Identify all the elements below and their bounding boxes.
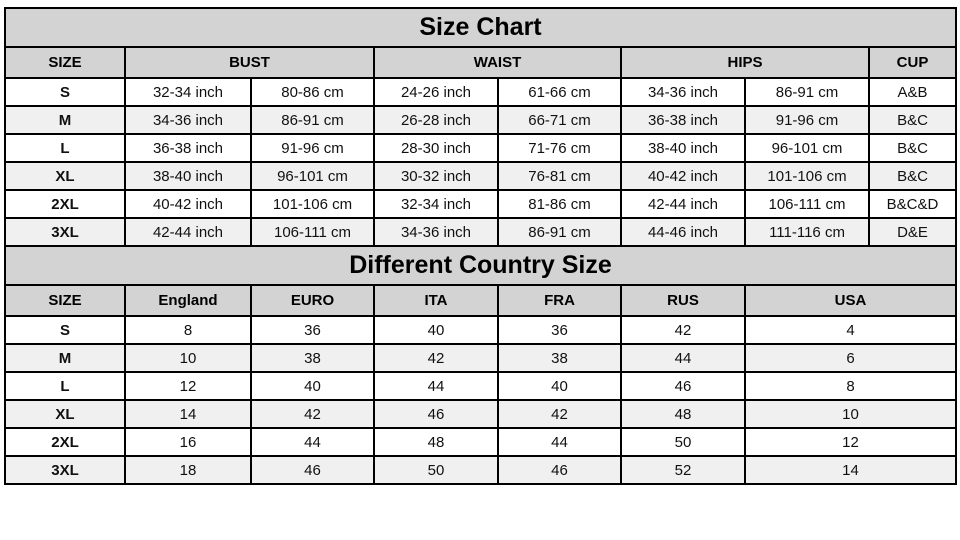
cell-waist-inch: 34-36 inch (374, 218, 498, 246)
cell-euro: 42 (251, 400, 374, 428)
cell-usa: 8 (745, 372, 956, 400)
cell-rus: 50 (621, 428, 745, 456)
cell-fra: 44 (498, 428, 621, 456)
table-row (5, 285, 956, 316)
cell-waist-cm: 81-86 cm (498, 190, 621, 218)
cell-euro: 44 (251, 428, 374, 456)
cell-waist-inch: 30-32 inch (374, 162, 498, 190)
cell-hips-cm: 101-106 cm (745, 162, 869, 190)
cell-size: 2XL (5, 190, 125, 218)
cell-size: S (5, 78, 125, 106)
table-row (5, 400, 956, 428)
cell-england: 18 (125, 456, 251, 484)
cell-cup: A&B (869, 78, 956, 106)
col-header-size: SIZE (5, 47, 125, 78)
col-header-england: England (125, 285, 251, 316)
cell-england: 14 (125, 400, 251, 428)
cell-fra: 42 (498, 400, 621, 428)
cell-ita: 46 (374, 400, 498, 428)
col-header-cup: CUP (869, 47, 956, 78)
cell-fra: 40 (498, 372, 621, 400)
cell-size: 3XL (5, 456, 125, 484)
cell-size: 3XL (5, 218, 125, 246)
cell-hips-cm: 86-91 cm (745, 78, 869, 106)
cell-bust-inch: 36-38 inch (125, 134, 251, 162)
cell-rus: 48 (621, 400, 745, 428)
cell-rus: 46 (621, 372, 745, 400)
cell-size: 2XL (5, 428, 125, 456)
cell-hips-inch: 36-38 inch (621, 106, 745, 134)
cell-waist-inch: 28-30 inch (374, 134, 498, 162)
cell-bust-inch: 42-44 inch (125, 218, 251, 246)
cell-fra: 36 (498, 316, 621, 344)
table-row (5, 456, 956, 484)
country-size-title: Different Country Size (5, 246, 956, 285)
cell-ita: 50 (374, 456, 498, 484)
cell-waist-cm: 86-91 cm (498, 218, 621, 246)
cell-ita: 44 (374, 372, 498, 400)
cell-england: 10 (125, 344, 251, 372)
cell-size: L (5, 372, 125, 400)
cell-england: 16 (125, 428, 251, 456)
cell-hips-inch: 42-44 inch (621, 190, 745, 218)
cell-euro: 36 (251, 316, 374, 344)
cell-euro: 46 (251, 456, 374, 484)
cell-cup: B&C&D (869, 190, 956, 218)
cell-bust-inch: 38-40 inch (125, 162, 251, 190)
cell-ita: 42 (374, 344, 498, 372)
cell-cup: B&C (869, 106, 956, 134)
cell-size: XL (5, 162, 125, 190)
col-header-rus: RUS (621, 285, 745, 316)
cell-bust-cm: 80-86 cm (251, 78, 374, 106)
cell-waist-cm: 76-81 cm (498, 162, 621, 190)
cell-waist-inch: 32-34 inch (374, 190, 498, 218)
table-row (5, 344, 956, 372)
cell-waist-inch: 24-26 inch (374, 78, 498, 106)
cell-rus: 44 (621, 344, 745, 372)
col-header-hips: HIPS (621, 47, 869, 78)
cell-usa: 12 (745, 428, 956, 456)
cell-waist-inch: 26-28 inch (374, 106, 498, 134)
table-row (5, 218, 956, 246)
table-row (5, 316, 956, 344)
size-chart-image (4, 7, 957, 485)
cell-bust-cm: 91-96 cm (251, 134, 374, 162)
cell-rus: 42 (621, 316, 745, 344)
cell-size: XL (5, 400, 125, 428)
cell-bust-cm: 86-91 cm (251, 106, 374, 134)
cell-usa: 6 (745, 344, 956, 372)
cell-cup: B&C (869, 162, 956, 190)
cell-fra: 46 (498, 456, 621, 484)
cell-hips-cm: 91-96 cm (745, 106, 869, 134)
col-header-usa: USA (745, 285, 956, 316)
cell-bust-inch: 32-34 inch (125, 78, 251, 106)
cell-bust-cm: 96-101 cm (251, 162, 374, 190)
col-header-euro: EURO (251, 285, 374, 316)
cell-size: M (5, 106, 125, 134)
cell-usa: 14 (745, 456, 956, 484)
cell-england: 12 (125, 372, 251, 400)
cell-ita: 40 (374, 316, 498, 344)
col-header-waist: WAIST (374, 47, 621, 78)
table-row (5, 47, 956, 78)
table-row (5, 246, 956, 285)
cell-hips-cm: 111-116 cm (745, 218, 869, 246)
cell-size: M (5, 344, 125, 372)
cell-bust-cm: 106-111 cm (251, 218, 374, 246)
cell-size: L (5, 134, 125, 162)
cell-hips-cm: 96-101 cm (745, 134, 869, 162)
cell-hips-inch: 34-36 inch (621, 78, 745, 106)
cell-bust-inch: 34-36 inch (125, 106, 251, 134)
cell-hips-inch: 40-42 inch (621, 162, 745, 190)
col-header-bust: BUST (125, 47, 374, 78)
cell-hips-inch: 44-46 inch (621, 218, 745, 246)
col-header-fra: FRA (498, 285, 621, 316)
cell-usa: 4 (745, 316, 956, 344)
table-row (5, 78, 956, 106)
cell-england: 8 (125, 316, 251, 344)
cell-usa: 10 (745, 400, 956, 428)
cell-size: S (5, 316, 125, 344)
cell-fra: 38 (498, 344, 621, 372)
table-row (5, 190, 956, 218)
table-row (5, 428, 956, 456)
cell-cup: D&E (869, 218, 956, 246)
cell-hips-inch: 38-40 inch (621, 134, 745, 162)
cell-waist-cm: 66-71 cm (498, 106, 621, 134)
cell-bust-inch: 40-42 inch (125, 190, 251, 218)
size-chart-title: Size Chart (5, 8, 956, 47)
cell-rus: 52 (621, 456, 745, 484)
cell-cup: B&C (869, 134, 956, 162)
col-header-ita: ITA (374, 285, 498, 316)
table-row (5, 162, 956, 190)
cell-bust-cm: 101-106 cm (251, 190, 374, 218)
cell-euro: 38 (251, 344, 374, 372)
table-row (5, 134, 956, 162)
cell-ita: 48 (374, 428, 498, 456)
table-row (5, 106, 956, 134)
size-chart-table (4, 7, 957, 485)
col-header-size: SIZE (5, 285, 125, 316)
table-row (5, 8, 956, 47)
cell-waist-cm: 61-66 cm (498, 78, 621, 106)
cell-hips-cm: 106-111 cm (745, 190, 869, 218)
cell-waist-cm: 71-76 cm (498, 134, 621, 162)
cell-euro: 40 (251, 372, 374, 400)
table-row (5, 372, 956, 400)
